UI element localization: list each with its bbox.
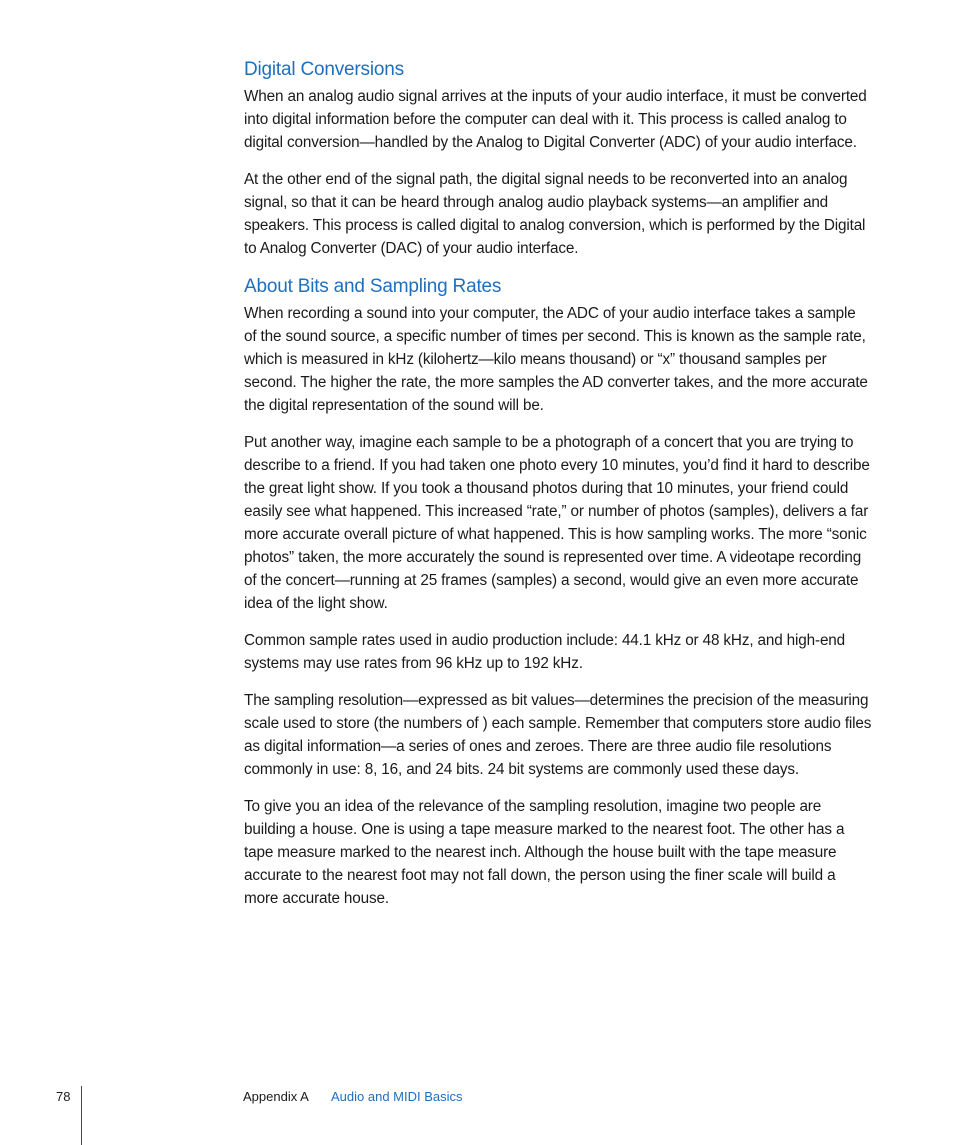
body-paragraph: When an analog audio signal arrives at the inputs of your audio interface, it must be converted into digital information before the computer can deal with it. This process is called analog to digital conversion—handled by the Analog to Digital Converter (ADC) of your audio interface. (244, 88, 867, 151)
body-paragraph: The sampling resolution—expressed as bit values—determines the precision of the measuring scale used to store (the numbers of ) each sample. Remember that computers store audio files as digital information—a series of ones and zeroes. There are three audio file resolutions commonly in use: 8, 16, and 24 bits. 24 bit systems are commonly used these days. (244, 692, 872, 778)
body-paragraph: At the other end of the signal path, the digital signal needs to be reconverted into an analog signal, so that it can be heard through analog audio playback systems—an amplifier and speakers. This process is called digital to analog conversion, which is performed by the Digital to Analog Converter (DAC) of your audio interface. (244, 171, 866, 257)
body-paragraph: Put another way, imagine each sample to be a photograph of a concert that you are trying to describe to a friend. If you had taken one photo every 10 minutes, you’d find it hard to describe the great light show. If you took a thousand photos during that 10 minutes, your friend could easily see what happened. This increased “rate,” or number of photos (samples), delivers a far more accurate overall picture of what happened. This is how sampling works. The more “sonic photos” taken, the more accurately the sound is represented over time. A videotape recording of the concert—running at 25 frames (samples) a second, would give an even more accurate idea of the light show. (244, 434, 870, 612)
footer-appendix-label: Appendix A (243, 1089, 309, 1104)
footer-divider (81, 1086, 82, 1145)
footer-chapter-link[interactable]: Audio and MIDI Basics (331, 1089, 463, 1104)
page-number: 78 (56, 1089, 71, 1104)
section-digital-conversions (244, 57, 872, 260)
body-paragraph: When recording a sound into your computer, the ADC of your audio interface takes a sample of the sound source, a specific number of times per second. This is known as the sample rate, which is measured in kHz (kilohertz—kilo means thousand) or “x” thousand samples per second. The higher the rate, the more samples the AD converter takes, and the more accurate the digital representation of the sound will be. (244, 305, 868, 414)
body-paragraph: Common sample rates used in audio production include: 44.1 kHz or 48 kHz, and high-end systems may use rates from 96 kHz up to 192 kHz. (244, 632, 846, 672)
section-heading: About Bits and Sampling Rates (244, 276, 502, 297)
page-content (244, 57, 872, 924)
body-paragraph: To give you an idea of the relevance of the sampling resolution, imagine two people are building a house. One is using a tape measure marked to the nearest foot. The other has a tape measure marked to the nearest inch. Although the house built with the tape measure accurate to the nearest foot may not fall down, the person using the finer scale will build a more accurate house. (244, 798, 845, 907)
section-bits-sampling-rates (244, 274, 872, 910)
section-heading: Digital Conversions (244, 59, 404, 80)
